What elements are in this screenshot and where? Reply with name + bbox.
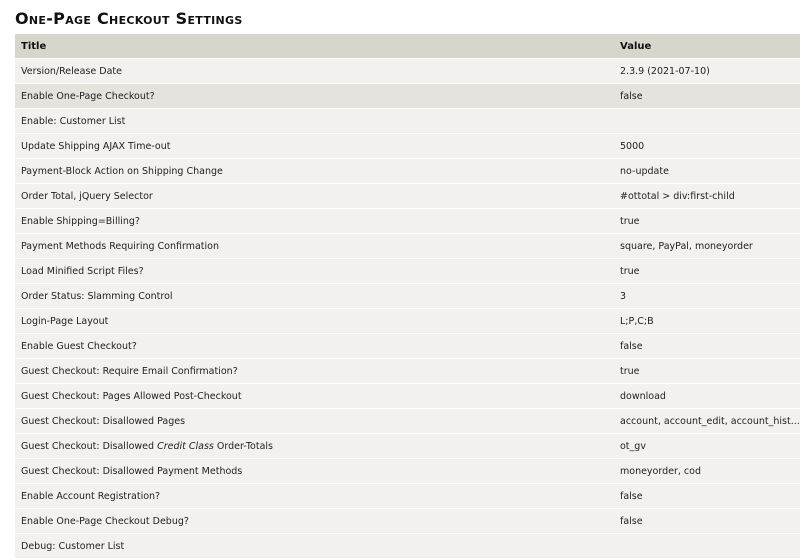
setting-value: 2.3.9 (2021-07-10)	[614, 59, 800, 84]
setting-title: Order Status: Slamming Control	[15, 284, 614, 309]
setting-value: false	[614, 84, 800, 109]
setting-value	[614, 109, 800, 134]
table-row[interactable]	[15, 434, 800, 459]
table-row[interactable]	[15, 59, 800, 84]
table-row[interactable]	[15, 409, 800, 434]
setting-value	[614, 534, 800, 559]
table-row[interactable]	[15, 84, 800, 109]
table-row[interactable]	[15, 284, 800, 309]
setting-title: Enable Account Registration?	[15, 484, 614, 509]
page-title: One-Page Checkout Settings	[15, 9, 243, 28]
setting-value: true	[614, 209, 800, 234]
table-row[interactable]	[15, 209, 800, 234]
setting-value: true	[614, 259, 800, 284]
setting-title: Guest Checkout: Pages Allowed Post-Checkout	[15, 384, 614, 409]
table-header-row	[15, 34, 800, 59]
setting-value: moneyorder, cod	[614, 459, 800, 484]
table-row[interactable]	[15, 384, 800, 409]
setting-title: Debug: Customer List	[15, 534, 614, 559]
setting-title: Guest Checkout: Disallowed Payment Methods	[15, 459, 614, 484]
setting-title-suffix: Order-Totals	[213, 440, 273, 452]
setting-value: 5000	[614, 134, 800, 159]
setting-title-prefix: Guest Checkout: Disallowed	[21, 440, 158, 452]
setting-value: account, account_edit, account_hist...	[614, 409, 800, 434]
setting-title	[15, 434, 614, 459]
setting-value: false	[614, 334, 800, 359]
setting-value: no-update	[614, 159, 800, 184]
table-row[interactable]	[15, 309, 800, 334]
setting-title: Enable Shipping=Billing?	[15, 209, 614, 234]
setting-title: Update Shipping AJAX Time-out	[15, 134, 614, 159]
setting-title-emphasis: Credit Class	[157, 440, 214, 452]
setting-title: Order Total, jQuery Selector	[15, 184, 614, 209]
setting-title: Guest Checkout: Require Email Confirmation?	[15, 359, 614, 384]
table-row[interactable]	[15, 334, 800, 359]
table-row[interactable]	[15, 234, 800, 259]
table-row[interactable]	[15, 159, 800, 184]
table-row[interactable]	[15, 184, 800, 209]
setting-title: Version/Release Date	[15, 59, 614, 84]
table-row[interactable]	[15, 509, 800, 534]
settings-table	[15, 34, 800, 558]
setting-title: Payment Methods Requiring Confirmation	[15, 234, 614, 259]
setting-title: Enable Guest Checkout?	[15, 334, 614, 359]
setting-value: #ottotal > div:first-child	[614, 184, 800, 209]
setting-value: ot_gv	[614, 434, 800, 459]
setting-title: Enable: Customer List	[15, 109, 614, 134]
table-row[interactable]	[15, 484, 800, 509]
setting-title: Payment-Block Action on Shipping Change	[15, 159, 614, 184]
table-row[interactable]	[15, 134, 800, 159]
table-row[interactable]	[15, 259, 800, 284]
column-header-title: Title	[15, 34, 614, 59]
setting-value: square, PayPal, moneyorder	[614, 234, 800, 259]
setting-value: false	[614, 484, 800, 509]
setting-title: Enable One-Page Checkout?	[15, 84, 614, 109]
setting-title: Login-Page Layout	[15, 309, 614, 334]
table-row[interactable]	[15, 109, 800, 134]
table-row[interactable]	[15, 534, 800, 559]
setting-value: true	[614, 359, 800, 384]
setting-value: 3	[614, 284, 800, 309]
table-row[interactable]	[15, 359, 800, 384]
setting-value: download	[614, 384, 800, 409]
setting-value: false	[614, 509, 800, 534]
setting-value: L;P,C;B	[614, 309, 800, 334]
setting-title: Guest Checkout: Disallowed Pages	[15, 409, 614, 434]
column-header-value: Value	[614, 34, 800, 59]
settings-table-body	[15, 59, 800, 559]
setting-title: Enable One-Page Checkout Debug?	[15, 509, 614, 534]
table-row[interactable]	[15, 459, 800, 484]
setting-title: Load Minified Script Files?	[15, 259, 614, 284]
